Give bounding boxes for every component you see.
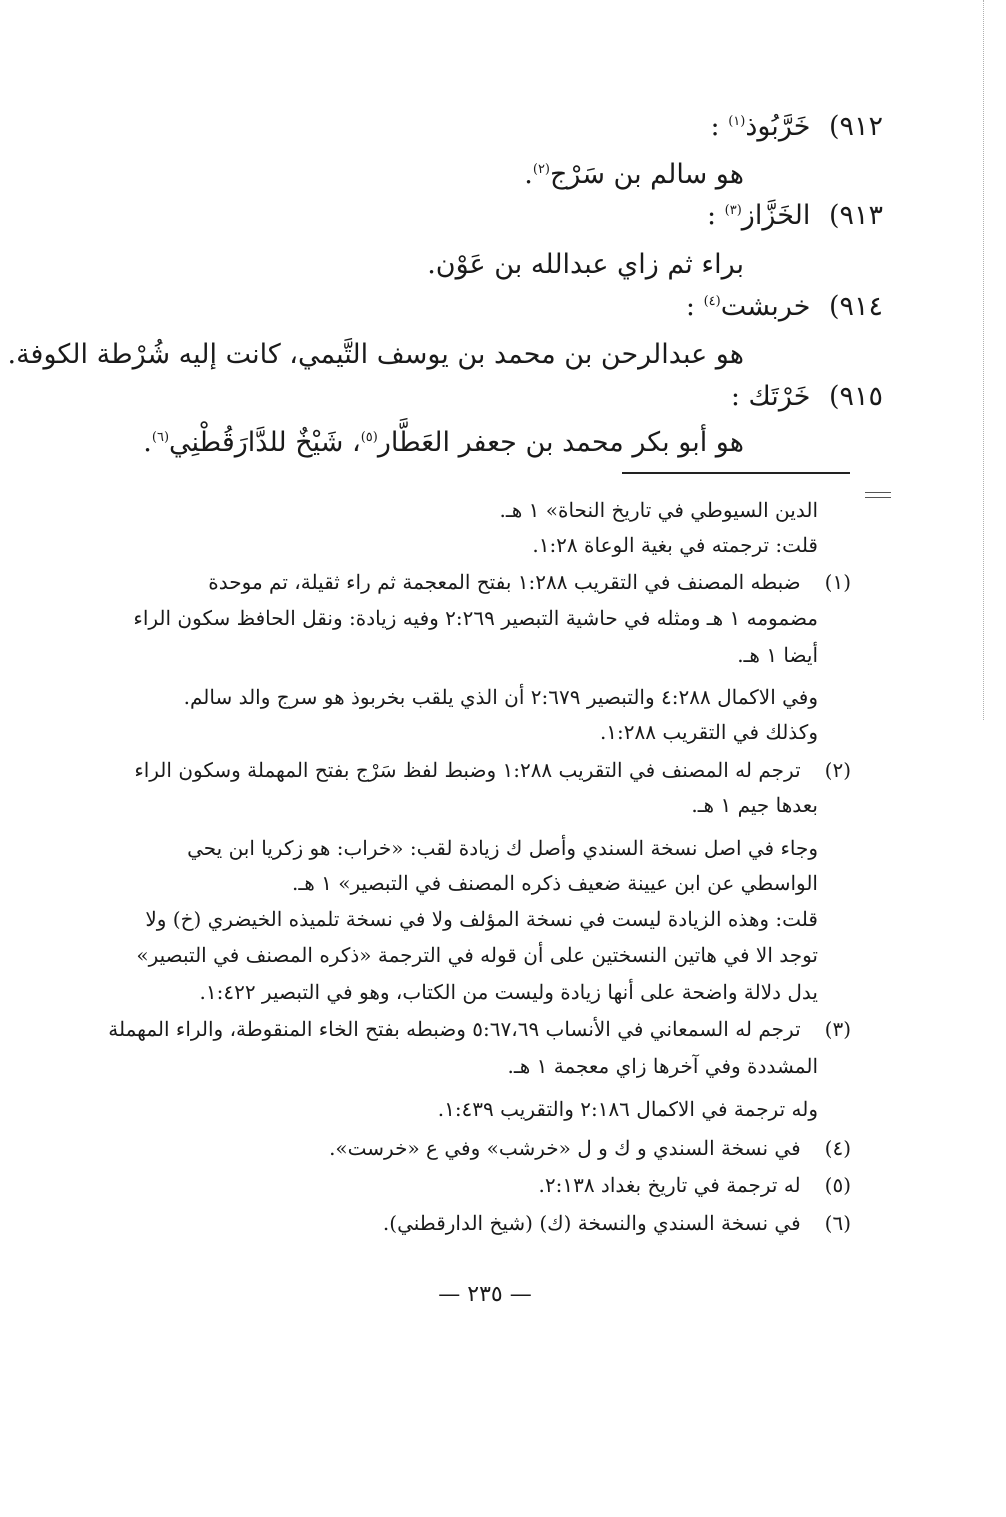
footnote-6-line <box>383 1208 851 1238</box>
footnote-2-line: بعدها جيم ١ هـ. <box>691 793 818 817</box>
footnote-continuation-line: الدين السيوطي في تاريخ النحاة» ١ هـ. <box>499 498 818 522</box>
page-number: — ٢٣٥ — <box>438 1282 532 1307</box>
entry-body-text: هو عبدالرحن بن محمد بن يوسف التَّيمي، كانت إليه شُرْطة الكوفة. <box>7 339 744 370</box>
entry-heading: الخَزَّاز <box>741 200 811 231</box>
footnote-text: في نسخة السندي و ك و ل «خرشب» وفي ع «خرست». <box>329 1136 801 1160</box>
entry-913-body <box>427 245 744 285</box>
footnote-1-line: وفي الاكمال ٤:٢٨٨ والتبصير ٢:٦٧٩ أن الذي يلقب بخربوذ هو سرج والد سالم. <box>183 685 818 709</box>
entry-body-text: هو أبو بكر محمد بن جعفر العَطَّار <box>377 427 744 458</box>
footnote-3-line: المشددة وفي آخرها زاي معجمة ١ هـ. <box>507 1054 818 1078</box>
footnote-5-line <box>539 1170 852 1200</box>
footnote-2-line: وجاء في اصل نسخة السندي وأصل ك زيادة لقب: «خراب: هو زكريا ابن يحي <box>187 836 818 860</box>
entry-heading: خَرَّبُوذ <box>745 111 811 142</box>
entry-914-body <box>7 335 744 375</box>
footnote-number: (٣) <box>824 1017 851 1041</box>
entry-915-body <box>143 423 744 463</box>
footnote-1-line: أيضا ١ هـ. <box>737 643 818 667</box>
colon: : <box>730 381 749 412</box>
footnote-ref: (٥) <box>360 430 378 445</box>
footnote-number: (٥) <box>824 1173 851 1197</box>
colon: : <box>710 111 729 142</box>
footnote-ref: (١) <box>728 114 746 129</box>
entry-heading: خربشت <box>720 291 811 322</box>
footnote-number: (٤) <box>824 1136 851 1160</box>
footnote-1-line <box>208 567 851 597</box>
margin-double-dash-mark <box>865 492 891 498</box>
footnote-2-line: توجد الا في هاتين النسختين على أن قوله في الترجمة «ذكره المصنف في التبصير» <box>136 943 818 967</box>
entry-912-heading <box>711 107 884 147</box>
footnote-1-line: مضمومه ١ هـ ومثله في حاشية التبصير ٢:٢٦٩ وفيه زيادة: ونقل الحافظ سكون الراء <box>133 606 818 630</box>
footnote-2-line <box>134 755 851 785</box>
entry-914-heading <box>686 287 883 327</box>
colon: : <box>706 200 725 231</box>
footnote-text: ضبطه المصنف في التقريب ١:٢٨٨ بفتح المعجمة ثم راء ثقيلة، تم موحدة <box>208 570 801 594</box>
entry-number: ٩١٢) <box>828 111 883 142</box>
footnote-ref: (٤) <box>703 294 721 309</box>
entry-body-text: ، شَيْخٌ للدَّارَقُطْنِي <box>169 427 361 458</box>
page-edge-dotted-rule <box>983 0 984 720</box>
entry-912-body <box>524 155 744 195</box>
footnote-text: له ترجمة في تاريخ بغداد ٢:١٣٨. <box>538 1173 801 1197</box>
entry-number: ٩١٥) <box>828 381 883 412</box>
entry-heading: خَرْتَك <box>748 381 811 412</box>
footnote-2-line: يدل دلالة واضحة على أنها زيادة وليست من الكتاب، وهو في التبصير ١:٤٢٢. <box>199 980 818 1004</box>
entry-913-heading <box>707 196 883 236</box>
footnote-3-line: وله ترجمة في الاكمال ٢:١٨٦ والتقريب ١:٤٣٩. <box>437 1097 818 1121</box>
entry-body-text: براء ثم زاي عبدالله بن عَوْن. <box>427 249 744 280</box>
footnote-ref: (٣) <box>724 203 742 218</box>
footnote-1-line: وكذلك في التقريب ١:٢٨٨. <box>599 720 818 744</box>
footnote-text: ترجم له السمعاني في الأنساب ٥:٦٧،٦٩ وضبطه بفتح الخاء المنقوطة، والراء المهملة <box>108 1017 801 1041</box>
footnote-number: (٢) <box>824 758 851 782</box>
footnote-separator-rule <box>622 472 850 474</box>
colon: : <box>685 291 704 322</box>
footnote-text: في نسخة السندي والنسخة (ك) (شيخ الدارقطني). <box>382 1211 801 1235</box>
footnote-text: ترجم له المصنف في التقريب ١:٢٨٨ وضبط لفظ سَرْج بفتح المهملة وسكون الراء <box>134 758 801 782</box>
entry-915-heading <box>731 377 883 417</box>
footnote-2-line: الواسطي عن ابن عيينة ضعيف ذكره المصنف في التبصير» ١ هـ. <box>292 871 818 895</box>
period: . <box>143 427 152 458</box>
footnote-2-line: قلت: وهذه الزيادة ليست في نسخة المؤلف ولا في نسخة تلميذه الخيضري (خ) ولا <box>145 907 818 931</box>
footnote-continuation-line: قلت: ترجمته في بغية الوعاة ١:٢٨. <box>532 533 818 557</box>
entry-number: ٩١٤) <box>828 291 883 322</box>
footnote-number: (١) <box>824 570 851 594</box>
period: . <box>524 159 533 190</box>
footnote-ref: (٦) <box>151 430 170 445</box>
footnote-ref: (٢) <box>532 162 550 177</box>
entry-body-text: هو سالم بن سَرْج <box>550 159 744 190</box>
footnote-4-line <box>329 1133 851 1163</box>
footnote-number: (٦) <box>824 1211 851 1235</box>
footnote-3-line <box>108 1014 851 1044</box>
entry-number: ٩١٣) <box>828 200 883 231</box>
